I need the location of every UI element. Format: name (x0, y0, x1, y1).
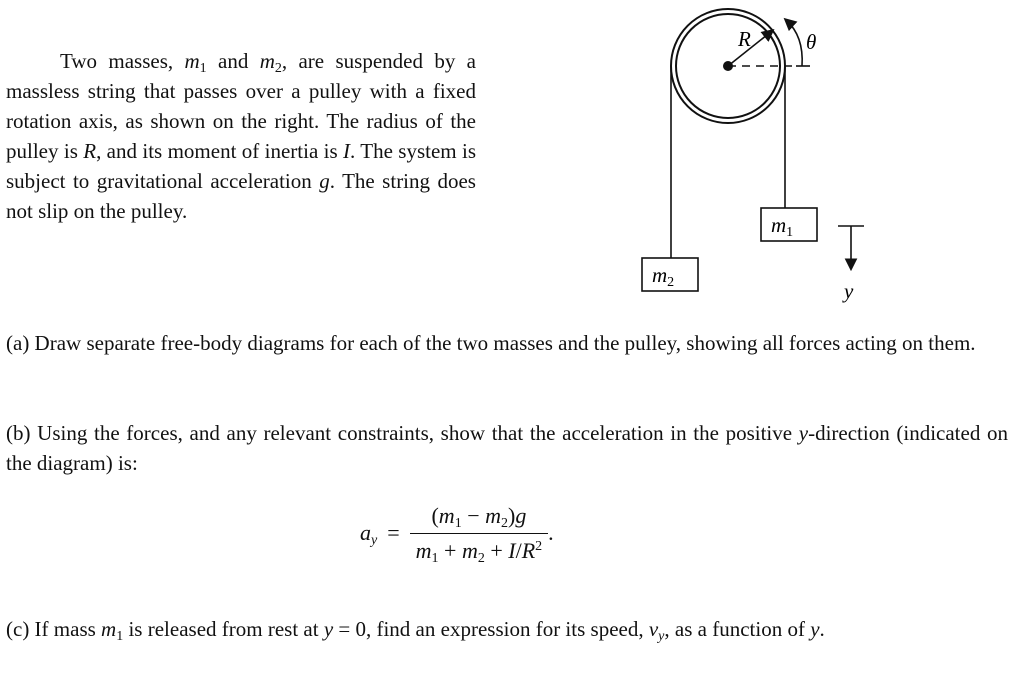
pulley-diagram (630, 6, 890, 306)
label-m2: m2 (652, 263, 675, 290)
equation-denominator: $m_1 + m_2 + I/R^2$ (410, 533, 549, 564)
equation-lhs: $a_y$ (360, 520, 378, 548)
label-m1: m1 (771, 213, 794, 240)
label-y: y (844, 279, 854, 303)
equation-fraction (410, 503, 549, 564)
label-R: R (738, 27, 751, 51)
theta-arc-arrow (786, 20, 802, 66)
label-theta: θ (806, 30, 817, 54)
part-b-text: (b) Using the forces, and any relevant constraints, show that the acceleration in the positive y-direction (indicated on the diagram) is: (6, 421, 1008, 475)
acceleration-equation: $a_y$ = $\frac{(m_1 - m_2)g}{m_1 + m_2 + I/R^2}$ . (360, 502, 554, 566)
problem-intro: Two masses, $m_1$ and $m_2$, are suspended by a massless string that passes over a pulley with a fixed rotation axis, as shown on the right. The radius of the pulley is R, and its moment of inertia is I. The system is subject to gravitational acceleration g. The string does not slip on the pulley. (6, 49, 476, 223)
part-c-text: (c) If mass $m_1$ is released from rest at y = 0, find an expression for its speed, $v_y$, as a function of y. (6, 617, 825, 644)
equation-numerator: $(m_1 - m_2)g$ (431, 502, 527, 531)
part-a-text: (a) Draw separate free-body diagrams for each of the two masses and the pulley, showing all forces acting on them. (6, 331, 976, 355)
